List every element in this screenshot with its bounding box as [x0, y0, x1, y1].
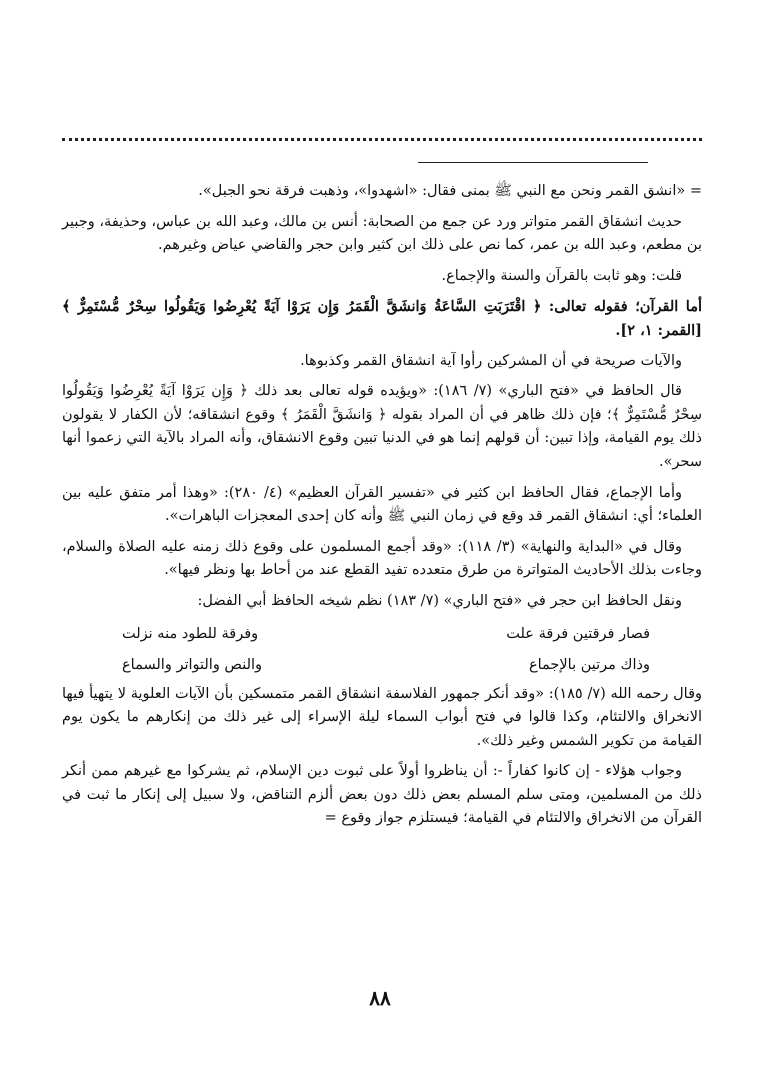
paragraph-11: وجواب هؤلاء - إن كانوا كفاراً -: أن يناظروا أولاً على ثبوت دين الإسلام، ثم يشركوا مع غيرهم ممن أنكر ذلك من المسلمين، ومتى سلم المسلم بعض ذلك دون بعض ألزم التناقض، ولا سبيل إلى إنكار ما ثبت في القرآن من الانخراق والالتئام في القيامة؛ فيستلزم جواز وقوع = — [62, 763, 702, 827]
footnote-rule — [418, 162, 648, 163]
paragraph-3: قلت: وهو ثابت بالقرآن والسنة والإجماع. — [441, 267, 682, 284]
poem-verse-1 — [62, 621, 702, 648]
page-number: ٨٨ — [369, 986, 391, 1010]
paragraph-9: ونقل الحافظ ابن حجر في «فتح الباري» (٧/ ١٨٣) نظم شيخه الحافظ أبي الفضل: — [197, 592, 682, 609]
paragraph-4-quran: أما القرآن؛ فقوله تعالى: ﴿ اقْتَرَبَتِ السَّاعَةُ وَانشَقَّ الْقَمَرُ وَإِن يَرَوْا آيَةً يُعْرِضُوا وَيَقُولُوا سِحْرٌ مُّسْتَمِرٌّ ﴾ [القمر: ١، ٢]. — [62, 298, 702, 339]
poem-verse-2 — [62, 652, 702, 679]
dotted-separator — [62, 138, 702, 141]
verse-1-right: فصار فرقتين فرقة علت — [506, 625, 650, 642]
paragraph-8: وقال في «البداية والنهاية» (٣/ ١١٨): «وقد أجمع المسلمون على وقوع ذلك زمنه عليه الصلاة والسلام، وجاءت بذلك الأحاديث المتواترة من طرق متعدده تفيد القطع عند من أحاط بها ونظر فيها». — [62, 538, 702, 579]
paragraph-2: حديث انشقاق القمر متواتر ورد عن جمع من الصحابة: أنس بن مالك، وعبد الله بن عباس، وحذيفة، وجبير بن مطعم، وعبد الله بن عمر، كما نص على ذلك ابن كثير وابن حجر والقاضي عياض وغيرهم. — [62, 213, 702, 254]
paragraph-1: = «انشق القمر ونحن مع النبي ﷺ بمنى فقال: «اشهدوا»، وذهبت فرقة نحو الجبل». — [198, 183, 702, 199]
paragraph-7: وأما الإجماع، فقال الحافظ ابن كثير في «تفسير القرآن العظيم» (٤/ ٢٨٠): «وهذا أمر متفق عليه بين العلماء؛ أي: انشقاق القمر قد وقع في زمان النبي ﷺ وأنه كان إحدى المعجزات الباهرات». — [62, 484, 702, 525]
footnote-body — [62, 180, 702, 838]
paragraph-5: والآيات صريحة في أن المشركين رأوا آية انشقاق القمر وكذبوها. — [300, 352, 682, 369]
paragraph-6: قال الحافظ في «فتح الباري» (٧/ ١٨٦): «ويؤيده قوله تعالى بعد ذلك ﴿ وَإِن يَرَوْا آيَةً يُعْرِضُوا وَيَقُولُوا سِحْرٌ مُّسْتَمِرٌّ ﴾؛ فإن ذلك ظاهر في أن المراد بقوله ﴿ وَانشَقَّ الْقَمَرُ ﴾ وقوع انشقاقه؛ لأن الكفار لا يقولون ذلك يوم القيامة، وإذا تبين: أن قولهم إنما هو في الدنيا تبين وقوع الانشقاق، وأنه المراد بالآية التي زعموا أنها سحر». — [62, 383, 702, 470]
paragraph-10: وقال رحمه الله (٧/ ١٨٥): «وقد أنكر جمهور الفلاسفة انشقاق القمر متمسكين بأن الآيات العلوية لا يتهيأ فيها الانخراق والالتئام، وكذا قالوا في فتح أبواب السماء ليلة الإسراء إلى غير ذلك من إنكارهم ما يكون يوم القيامة من تكوير الشمس وغير ذلك». — [62, 685, 703, 749]
verse-2-left: والنص والتواتر والسماع — [122, 656, 263, 673]
verse-2-right: وذاك مرتين بالإجماع — [528, 656, 650, 673]
verse-1-left: وفرقة للطود منه نزلت — [122, 625, 259, 642]
